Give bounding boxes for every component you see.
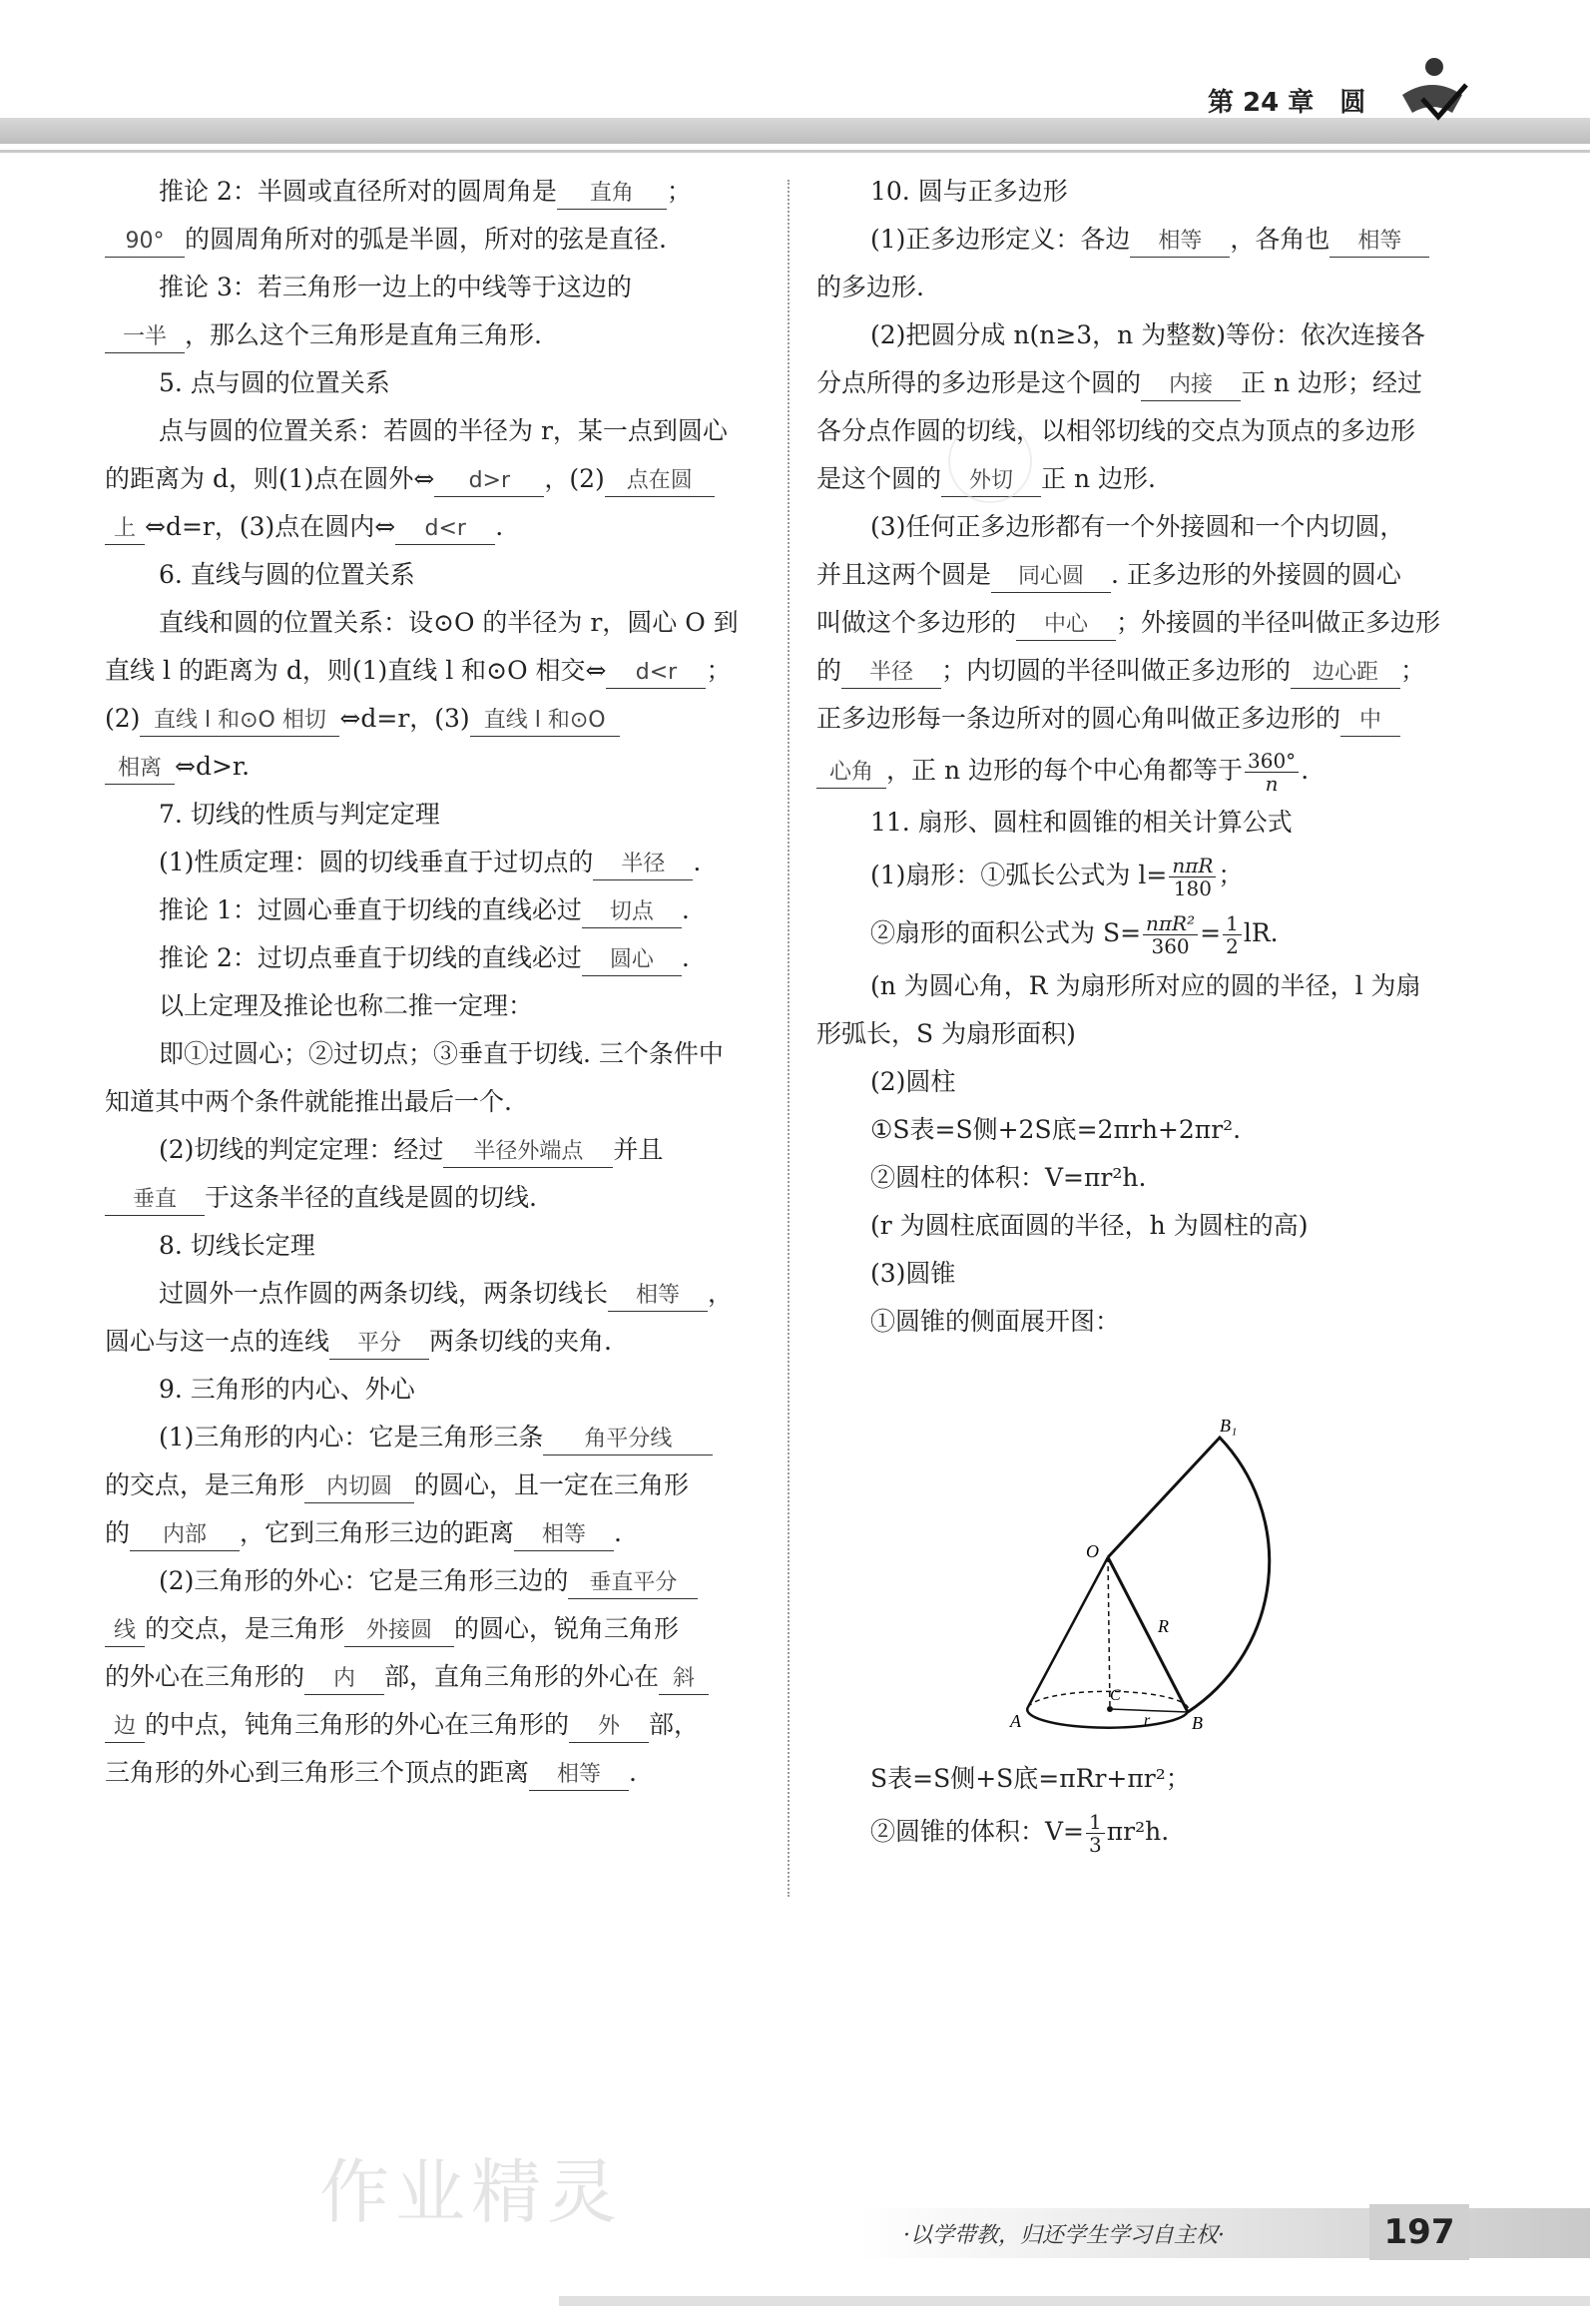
answer-blank: 内 xyxy=(304,1664,384,1695)
section-heading: 10. 圆与正多边形 xyxy=(870,177,1068,206)
text-line: 的距离为 d，则(1)点在圆外⇔ d>r ，(2) 点在圆 xyxy=(105,455,764,503)
section-heading: 11. 扇形、圆柱和圆锥的相关计算公式 xyxy=(870,808,1293,837)
answer-blank: 内部 xyxy=(130,1520,240,1551)
answer-blank: 半径 xyxy=(841,658,941,689)
formula-line: ①S表=S侧+2S底=2πrh+2πr². xyxy=(870,1115,1242,1144)
label-b1: B₁ xyxy=(1220,1418,1238,1436)
answer-blank: 直角 xyxy=(557,179,667,210)
right-column xyxy=(816,168,1475,1346)
text-line: 点与圆的位置关系：若圆的半径为 r，某一点到圆心 xyxy=(159,416,728,445)
text-line: (3)圆锥 xyxy=(870,1259,956,1288)
left-column xyxy=(105,168,764,1797)
label-c: C xyxy=(1110,1687,1121,1704)
header-bar xyxy=(0,118,1590,144)
text-line: 线 的交点，是三角形 外接圆 的圆心，锐角三角形 xyxy=(105,1605,764,1653)
answer-blank: 90° xyxy=(105,227,185,258)
center-point xyxy=(1107,1706,1113,1712)
text-line: (2)圆柱 xyxy=(870,1067,956,1096)
answer-blank: 半径 xyxy=(593,850,693,880)
text-line: 推论 3：若三角形一边上的中线等于这边的 xyxy=(159,273,632,301)
answer-blank: d<r xyxy=(395,514,495,545)
header-divider xyxy=(0,150,1590,153)
answer-blank: 直线 l 和⊙O xyxy=(470,706,620,737)
text-line: 即①过圆心；②过切点；③垂直于切线. 三个条件中 xyxy=(159,1039,724,1068)
text-line: 相离 ⇔d>r. xyxy=(105,743,764,791)
fraction: $\frac{1}{3}$ xyxy=(1086,1811,1105,1856)
text-line: 并且这两个圆是 同心圆 . 正多边形的外接圆的圆心 xyxy=(816,551,1475,599)
text-line: 的 内部 ，它到三角形三边的距离 相等 . xyxy=(105,1509,764,1557)
text-line: (n 为圆心角，R 为扇形所对应的圆的半径，l 为扇 xyxy=(870,971,1421,1000)
cone-left-edge xyxy=(1028,1557,1108,1707)
answer-blank: 斜 xyxy=(659,1664,709,1695)
answer-blank: 半径外端点 xyxy=(443,1137,613,1168)
text-line: 过圆外一点作圆的两条切线，两条切线长 相等 ， xyxy=(105,1270,764,1318)
answer-blank: 角平分线 xyxy=(543,1425,713,1455)
text-line: 的交点，是三角形 内切圆 的圆心，且一定在三角形 xyxy=(105,1461,764,1509)
answer-blank: 同心圆 xyxy=(991,562,1111,593)
text-line: (3)任何正多边形都有一个外接圆和一个内切圆， xyxy=(870,512,1405,541)
text-line: 心角 ，正 n 边形的每个中心角都等于 $\frac{360^\circ}{n}$ . xyxy=(816,743,1475,799)
text-line: 圆心与这一点的连线 平分 两条切线的夹角. xyxy=(105,1318,764,1366)
fraction: $\frac{\text{nπR}}{180}$ xyxy=(1169,855,1216,899)
cone-development-figure xyxy=(998,1418,1298,1737)
text-line: 三角形的外心到三角形三个顶点的距离 相等 . xyxy=(105,1749,764,1797)
text-line: 知道其中两个条件就能推出最后一个. xyxy=(105,1087,512,1116)
answer-blank: d<r xyxy=(606,658,706,689)
answer-blank: 点在圆 xyxy=(605,466,715,497)
text-line: 垂直 于这条半径的直线是圆的切线. xyxy=(105,1174,764,1222)
answer-blank: 外接圆 xyxy=(344,1616,454,1647)
text-line: (2) 直线 l 和⊙O 相切 ⇔d=r，(3) 直线 l 和⊙O xyxy=(105,695,764,743)
section-heading: 5. 点与圆的位置关系 xyxy=(159,368,390,397)
text-line: 形弧长，S 为扇形面积) xyxy=(816,1019,1076,1048)
label-r-small: r xyxy=(1144,1712,1151,1729)
answer-blank: 边心距 xyxy=(1291,658,1400,689)
section-heading: 8. 切线长定理 xyxy=(159,1231,315,1260)
text-line: 叫做这个多边形的 中心 ；外接圆的半径叫做正多边形 xyxy=(816,599,1475,647)
fraction: $\frac{1}{2}$ xyxy=(1223,912,1242,957)
text-line: 直线和圆的位置关系：设⊙O 的半径为 r，圆心 O 到 xyxy=(159,608,739,637)
formula-line: ②扇形的面积公式为 S= $\frac{\text{nπR²}}{360}$ = $\frac{1}{2}$ lR. xyxy=(870,911,1279,958)
answer-blank: 线 xyxy=(105,1616,145,1647)
text-line: 推论 2：半圆或直径所对的圆周角是 直角 ； xyxy=(105,168,764,216)
text-line: 是这个圆的 外切 正 n 边形. xyxy=(816,455,1475,503)
label-b: B xyxy=(1192,1713,1203,1733)
answer-blank: 垂直 xyxy=(105,1185,205,1216)
text-line: 的 半径 ；内切圆的半径叫做正多边形的 边心距 ； xyxy=(816,647,1475,695)
text-line: 直线 l 的距离为 d，则(1)直线 l 和⊙O 相交⇔ d<r ； xyxy=(105,647,764,695)
answer-blank: 内接 xyxy=(1141,370,1241,401)
text-line: 的外心在三角形的 内 部，直角三角形的外心在 斜 xyxy=(105,1653,764,1701)
label-o: O xyxy=(1086,1541,1099,1561)
text-line: 上 ⇔d=r，(3)点在圆内⇔ d<r . xyxy=(105,503,764,551)
answer-blank: 一半 xyxy=(105,322,185,353)
sector-arc xyxy=(1108,1438,1270,1712)
cone-formulas xyxy=(816,1755,1475,1861)
text-line: 各分点作圆的切线，以相邻切线的交点为顶点的多边形 xyxy=(816,416,1416,445)
answer-blank: 切点 xyxy=(582,897,682,928)
formula-line: (1)扇形：①弧长公式为 l= $\frac{\text{nπR}}{180}$ ； xyxy=(870,854,1244,900)
formula-line: S表=S侧+S底=πRr+πr²； xyxy=(870,1764,1191,1793)
answer-blank: 平分 xyxy=(329,1329,429,1360)
text-line: 推论 1：过圆心垂直于切线的直线必过 切点 . xyxy=(105,886,764,934)
formula-line: ②圆柱的体积：V=πr²h. xyxy=(870,1163,1147,1192)
text-line: ①圆锥的侧面展开图： xyxy=(870,1307,1121,1336)
answer-blank: 直线 l 和⊙O 相切 xyxy=(140,706,339,737)
fraction: $\frac{360^\circ}{n}$ xyxy=(1245,750,1299,795)
text-line: (r 为圆柱底面圆的半径，h 为圆柱的高) xyxy=(870,1211,1309,1240)
text-line: (1)三角形的内心：它是三角形三条 角平分线 xyxy=(105,1414,764,1461)
answer-blank: 中心 xyxy=(1016,610,1116,641)
column-divider xyxy=(788,180,790,1897)
text-line: 以上定理及推论也称二推一定理： xyxy=(159,991,534,1020)
answer-blank: 外切 xyxy=(941,466,1041,497)
label-a: A xyxy=(1010,1711,1021,1731)
text-line: 边 的中点，钝角三角形的外心在三角形的 外 部， xyxy=(105,1701,764,1749)
section-heading: 7. 切线的性质与判定定理 xyxy=(159,800,440,829)
answer-blank: d>r xyxy=(434,466,544,497)
stamp-mark xyxy=(948,419,1032,503)
chapter-title: 第 24 章 圆 xyxy=(1208,88,1366,118)
footer-slogan: ·以学带教，归还学生学习自主权· xyxy=(903,2223,1225,2248)
text-line: 的多边形. xyxy=(816,273,924,301)
watermark: 作业精灵 xyxy=(319,2151,623,2233)
text-line: 一半 ，那么这个三角形是直角三角形. xyxy=(105,311,764,359)
answer-blank: 相等 xyxy=(1329,227,1429,258)
answer-blank: 边 xyxy=(105,1712,145,1743)
fraction: $\frac{\text{nπR²}}{360}$ xyxy=(1143,912,1198,957)
answer-blank: 相等 xyxy=(514,1520,614,1551)
text-line: (2)切线的判定定理：经过 半径外端点 并且 xyxy=(105,1126,764,1174)
text-line: (2)把圆分成 n(n≥3，n 为整数)等份：依次连接各 xyxy=(870,320,1425,349)
text-line: 推论 2：过切点垂直于切线的直线必过 圆心 . xyxy=(105,934,764,982)
text-line: (1)正多边形定义：各边 相等 ，各角也 相等 xyxy=(816,216,1475,264)
answer-blank: 圆心 xyxy=(582,945,682,976)
text-line: (2)三角形的外心：它是三角形三边的 垂直平分 xyxy=(105,1557,764,1605)
answer-blank: 相等 xyxy=(1130,227,1230,258)
footer-strip xyxy=(559,2296,1590,2306)
text-line: (1)性质定理：圆的切线垂直于过切点的 半径 . xyxy=(105,839,764,886)
section-heading: 9. 三角形的内心、外心 xyxy=(159,1375,415,1404)
answer-blank: 相等 xyxy=(529,1760,629,1791)
answer-blank: 外 xyxy=(569,1712,649,1743)
answer-blank: 中 xyxy=(1340,706,1400,737)
answer-blank: 内切圆 xyxy=(304,1472,414,1503)
text-line: 分点所得的多边形是这个圆的 内接 正 n 边形；经过 xyxy=(816,359,1475,407)
reader-logo-icon xyxy=(1392,55,1472,125)
page-number: 197 xyxy=(1369,2204,1469,2260)
answer-blank: 相离 xyxy=(105,754,175,785)
answer-blank: 上 xyxy=(105,514,145,545)
answer-blank: 心角 xyxy=(816,758,886,789)
text-line: 90° 的圆周角所对的弧是半圆，所对的弦是直径. xyxy=(105,216,764,264)
answer-blank: 相等 xyxy=(608,1281,708,1312)
formula-line: ②圆锥的体积：V= $\frac{1}{3}$ πr²h. xyxy=(870,1810,1170,1857)
text-line: 正多边形每一条边所对的圆心角叫做正多边形的 中 xyxy=(816,695,1475,743)
label-r-big: R xyxy=(1158,1616,1169,1636)
answer-blank: 垂直平分 xyxy=(568,1568,698,1599)
section-heading: 6. 直线与圆的位置关系 xyxy=(159,560,415,589)
